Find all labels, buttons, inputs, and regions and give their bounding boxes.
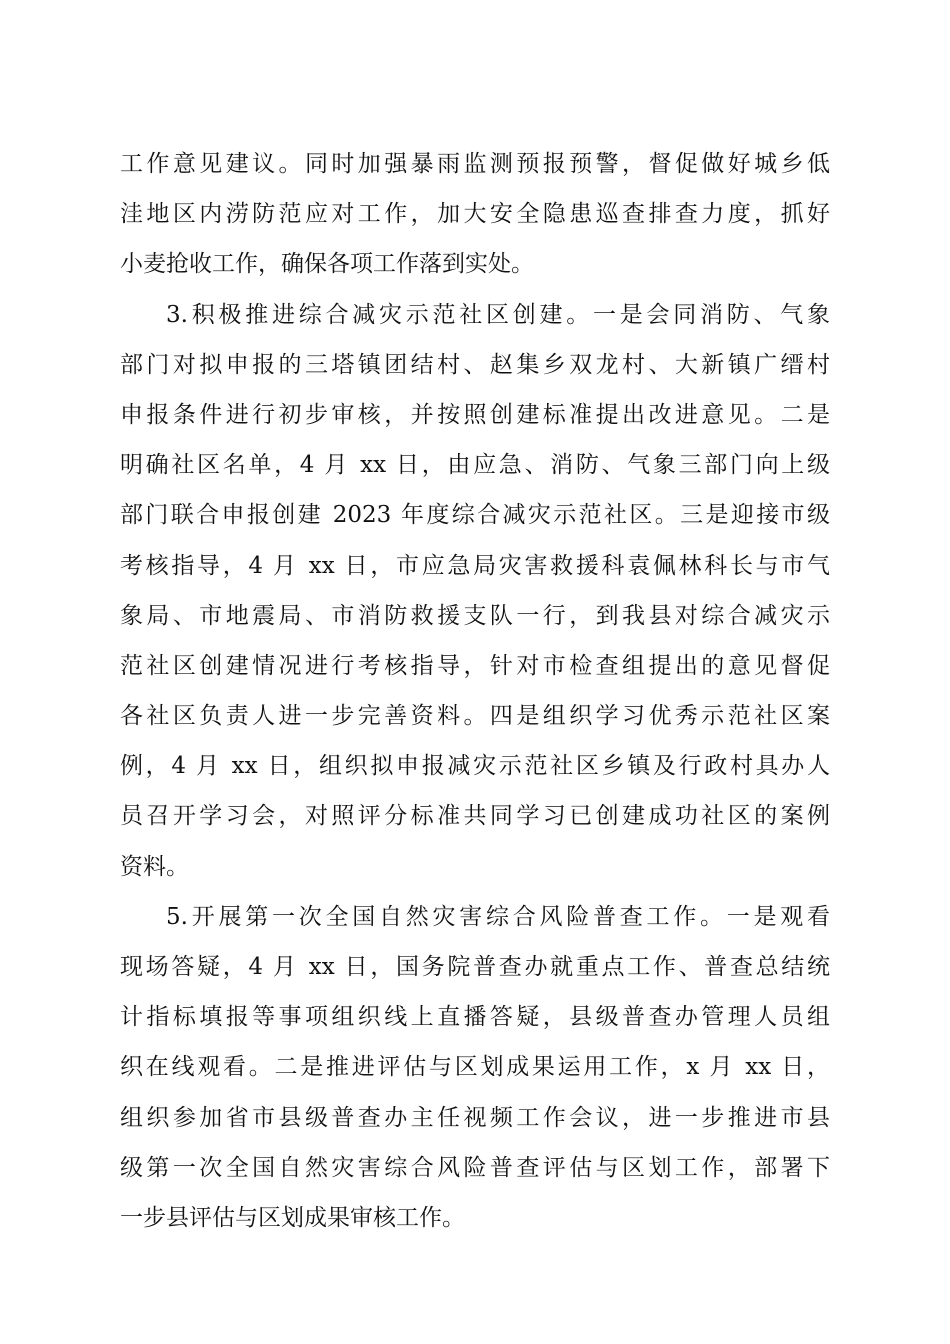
text-line: 范社区创建情况进行考核指导，针对市检查组提出的意见督促 <box>120 652 830 679</box>
text-line: 5.开展第一次全国自然灾害综合风险普查工作。一是观看 <box>166 903 830 930</box>
text-line: 考核指导，4 月 xx 日，市应急局灾害救援科袁佩林科长与市气 <box>120 552 830 579</box>
text-line: 小麦抢收工作，确保各项工作落到实处。 <box>120 251 534 278</box>
text-line: 级第一次全国自然灾害综合风险普查评估与区划工作，部署下 <box>120 1154 830 1181</box>
paragraph-item-5 <box>120 892 830 1243</box>
text-line: 象局、市地震局、市消防救援支队一行，到我县对综合减灾示 <box>120 602 830 629</box>
text-line: 3.积极推进综合减灾示范社区创建。一是会同消防、气象 <box>166 301 830 328</box>
text-line: 明确社区名单，4 月 xx 日，由应急、消防、气象三部门向上级 <box>120 452 830 479</box>
text-line: 例，4 月 xx 日，组织拟申报减灾示范社区乡镇及行政村具办人 <box>120 753 830 780</box>
text-line: 各社区负责人进一步完善资料。四是组织学习优秀示范社区案 <box>120 703 830 730</box>
text-line: 部门对拟申报的三塔镇团结村、赵集乡双龙村、大新镇广缙村 <box>120 351 830 378</box>
paragraph-item-3 <box>120 290 830 892</box>
text-line: 申报条件进行初步审核，并按照创建标准提出改进意见。二是 <box>120 401 830 428</box>
text-line: 组织参加省市县级普查办主任视频工作会议，进一步推进市县 <box>120 1104 830 1131</box>
text-line: 员召开学习会，对照评分标准共同学习已创建成功社区的案例 <box>120 803 830 830</box>
paragraph-continuation <box>120 139 830 290</box>
text-line: 洼地区内涝防范应对工作，加大安全隐患巡查排查力度，抓好 <box>120 201 830 228</box>
text-line: 工作意见建议。同时加强暴雨监测预报预警，督促做好城乡低 <box>120 151 830 177</box>
document-body <box>120 139 830 1243</box>
text-line: 织在线观看。二是推进评估与区划成果运用工作，x 月 xx 日， <box>120 1054 830 1081</box>
text-line: 计指标填报等事项组织线上直播答疑，县级普查办管理人员组 <box>120 1004 830 1031</box>
text-line: 部门联合申报创建 2023 年度综合减灾示范社区。三是迎接市级 <box>120 502 830 529</box>
text-line: 现场答疑，4 月 xx 日，国务院普查办就重点工作、普查总结统 <box>120 954 830 980</box>
text-line: 一步县评估与区划成果审核工作。 <box>120 1204 465 1231</box>
text-line: 资料。 <box>120 853 189 880</box>
